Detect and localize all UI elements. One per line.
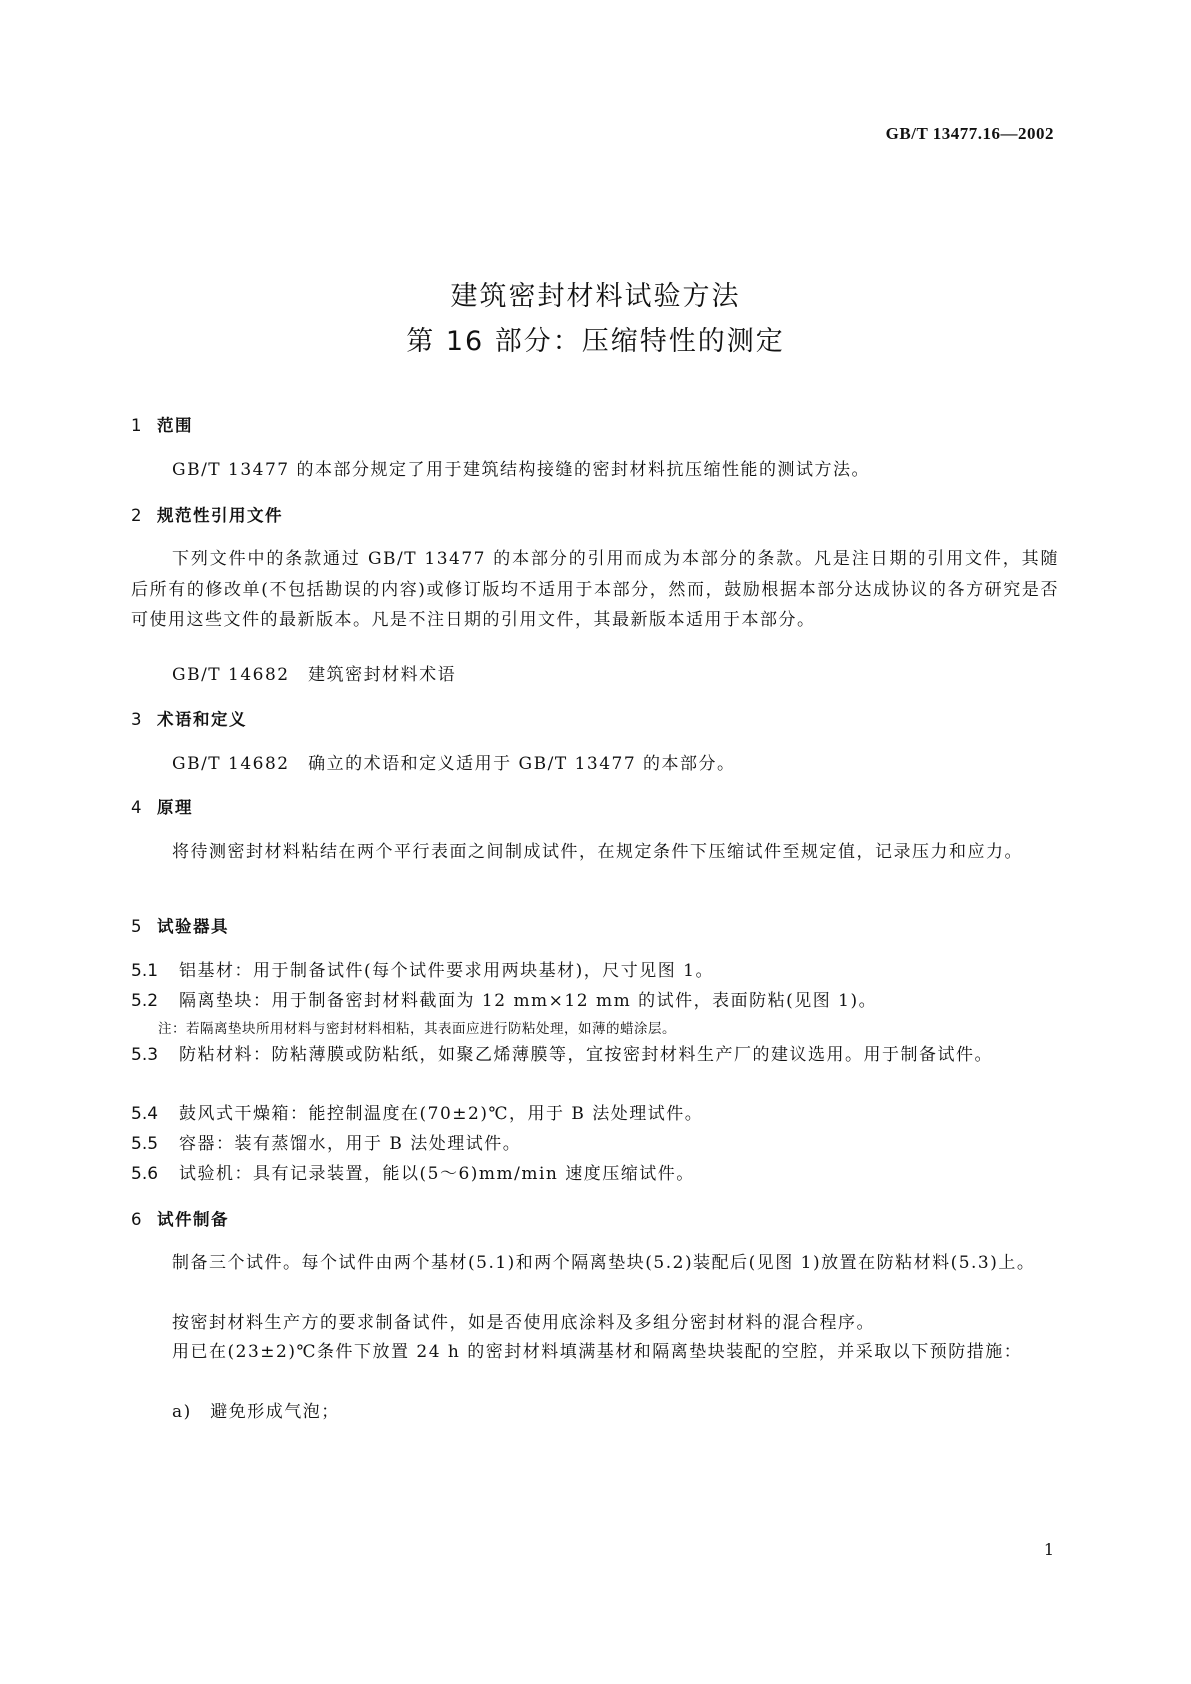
apparatus-item-5-6: 5.6 试验机：具有记录装置，能以(5～6)mm/min 速度压缩试件。: [131, 1164, 695, 1184]
apparatus-item-5-5: 5.5 容器：装有蒸馏水，用于 B 法处理试件。: [131, 1134, 522, 1154]
section-3-heading: 3 术语和定义: [131, 710, 247, 729]
apparatus-item-5-4: 5.4 鼓风式干燥箱：能控制温度在(70±2)℃，用于 B 法处理试件。: [131, 1104, 704, 1124]
apparatus-item-5-1: 5.1 铝基材：用于制备试件(每个试件要求用两块基材)，尺寸见图 1。: [131, 961, 714, 981]
section-1-paragraph: GB/T 13477 的本部分规定了用于建筑结构接缝的密封材料抗压缩性能的测试方法。: [172, 460, 871, 480]
apparatus-item-5-3: 5.3 防粘材料：防粘薄膜或防粘纸，如聚乙烯薄膜等，宜按密封材料生产厂的建议选用。用于制备试件。: [131, 1045, 993, 1065]
apparatus-note: 注：若隔离垫块所用材料与密封材料相粘，其表面应进行防粘处理，如薄的蜡涂层。: [158, 1021, 676, 1037]
document-title-line-2: 第 16 部分：压缩特性的测定: [406, 326, 785, 357]
section-6-heading: 6 试件制备: [131, 1210, 229, 1229]
section-3-paragraph: GB/T 14682 确立的术语和定义适用于 GB/T 13477 的本部分。: [172, 754, 736, 774]
section-2-reference: GB/T 14682 建筑密封材料术语: [172, 665, 457, 685]
section-2-heading: 2 规范性引用文件: [131, 506, 283, 525]
page-number: 1: [1043, 1540, 1054, 1559]
section-6-paragraph-1: 制备三个试件。每个试件由两个基材(5.1)和两个隔离垫块(5.2)装配后(见图 1)放置在防粘材料(5.3)上。: [172, 1253, 1036, 1273]
apparatus-item-5-2: 5.2 隔离垫块：用于制备密封材料截面为 12 mm×12 mm 的试件，表面防粘(见图 1)。: [131, 991, 878, 1011]
section-1-heading: 1 范围: [131, 416, 193, 435]
document-title-line-1: 建筑密封材料试验方法: [450, 281, 741, 312]
section-6-paragraph-2: 按密封材料生产方的要求制备试件，如是否使用底涂料及多组分密封材料的混合程序。: [172, 1313, 875, 1333]
section-6-list-item-a: a) 避免形成气泡；: [172, 1402, 340, 1422]
section-4-paragraph: 将待测密封材料粘结在两个平行表面之间制成试件，在规定条件下压缩试件至规定值，记录压力和应力。: [172, 842, 1023, 862]
section-5-heading: 5 试验器具: [131, 917, 229, 936]
section-4-heading: 4 原理: [131, 798, 193, 817]
section-6-paragraph-3: 用已在(23±2)℃条件下放置 24 h 的密封材料填满基材和隔离垫块装配的空腔，并采取以下预防措施：: [172, 1342, 1023, 1362]
section-2-paragraph: 下列文件中的条款通过 GB/T 13477 的本部分的引用而成为本部分的条款。凡是注日期的引用文件，其随后所有的修改单(不包括勘误的内容)或修订版均不适用于本部分，然而，鼓励根据本部分达成协议的各方研究是否可使用这些文件的最新版本。凡是不注日期的引用文件，其最新版本适用于本部分。: [131, 549, 1059, 630]
standard-code: GB/T 13477.16—2002: [885, 124, 1054, 143]
